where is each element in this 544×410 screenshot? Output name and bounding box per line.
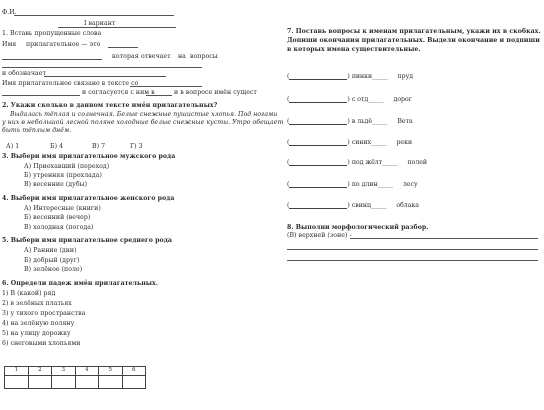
q6-item-1: 1) В (какой) ряд — [2, 290, 56, 297]
q7-row: ( ) свинц_____ облака — [287, 202, 419, 209]
q2-option-b[interactable]: Б) 4 — [50, 143, 64, 150]
q1-title: 1. Вставь пропущенные слова — [2, 30, 102, 37]
q2-text-line-3: быть тёплым днём. — [2, 127, 72, 134]
answer-table-header-row — [5, 367, 146, 376]
q7-row: ( ) с отд_____ дорог — [287, 96, 412, 103]
q7-question-blank[interactable] — [289, 73, 347, 80]
q6-item-6: 6) снеговыми хлопьями — [2, 340, 81, 347]
q7-row: ( ) пинки_____ пруд — [287, 73, 414, 80]
q1-blank-2[interactable] — [2, 59, 102, 60]
q2-text-line-2: у них в небольшой лесной поляне холодные белые снежные кусты. Утро обещает — [2, 119, 284, 126]
q7-question-blank[interactable] — [289, 118, 347, 125]
q4-option-b[interactable]: Б) весенний (вечер) — [24, 214, 91, 221]
q1-blank-4[interactable] — [44, 76, 166, 77]
q7-noun: полей — [407, 159, 428, 166]
q7-row: ( ) синих_____ реки — [287, 139, 413, 146]
q6-item-4: 4) на зелёную поляну — [2, 320, 75, 327]
q7-question-blank[interactable] — [289, 181, 347, 188]
q8-title: 8. Выполни морфологический разбор. — [287, 224, 429, 231]
answer-cell[interactable] — [5, 376, 29, 389]
q1-blank-5[interactable] — [130, 86, 202, 87]
variant-underline — [58, 27, 176, 28]
q1-blank-7[interactable] — [146, 95, 172, 96]
q5-title: 5. Выбери имя прилагательное среднего рода — [2, 237, 172, 244]
answer-table — [4, 366, 146, 389]
q1-def-word-3: которая — [112, 53, 139, 60]
q8-answer-line-1[interactable] — [350, 238, 538, 239]
answer-table-header: 3 — [52, 367, 76, 376]
q7-noun: пруд — [397, 73, 414, 80]
q2-option-c[interactable]: В) 7 — [92, 143, 106, 150]
answer-table-header: 5 — [99, 367, 123, 376]
q2-text-line-1: Выдалась тёплая и солнечная. Белые снежные пушистые хлопья. Под ногами — [10, 111, 278, 118]
answer-cell[interactable] — [75, 376, 99, 389]
q7-question-blank[interactable] — [289, 96, 347, 103]
q5-option-c[interactable]: В) зелёное (поле) — [24, 266, 83, 273]
q1-def-word-4: отвечает — [141, 53, 171, 60]
q7-noun: дорог — [393, 96, 412, 103]
q7-question-blank[interactable] — [289, 159, 347, 166]
q4-option-a[interactable]: А) Интересные (книги) — [24, 205, 101, 212]
q1-def-line5-end: и в вопросе имён сущест — [174, 89, 257, 96]
answer-table-header: 2 — [28, 367, 52, 376]
answer-table-answer-row — [5, 376, 146, 389]
q8-answer-line-3[interactable] — [287, 260, 538, 261]
q7-ending: в льдё_____ — [351, 118, 388, 125]
q1-def-word-1: Имя — [2, 41, 17, 48]
q1-def-word-2: прилагательное — это — [26, 41, 101, 48]
q7-noun: Вета — [397, 118, 413, 125]
q3-title: 3. Выбери имя прилагательное мужского рода — [2, 153, 176, 160]
q7-question-blank[interactable] — [289, 139, 347, 146]
q7-noun: облака — [396, 202, 419, 209]
q3-option-b[interactable]: Б) утренняя (прохлада) — [24, 172, 102, 179]
q1-def-line3: и обозначает — [2, 70, 46, 77]
answer-table-header: 1 — [5, 367, 29, 376]
q7-ending: под жёлт_____ — [351, 159, 398, 166]
q7-ending: с отд_____ — [351, 96, 384, 103]
q7-title-line-2: Допиши окончания прилагательных. Выдели окончание и подпиши — [287, 37, 540, 44]
fio-label: Ф.И. — [2, 9, 17, 16]
q1-blank-6[interactable] — [2, 95, 80, 96]
q8-answer-line-2[interactable] — [287, 249, 538, 250]
q7-ending: синих_____ — [351, 139, 387, 146]
q7-ending: свинц_____ — [351, 202, 387, 209]
variant-label: I вариант — [84, 20, 116, 27]
q5-option-a[interactable]: А) Ранние (дни) — [24, 247, 77, 254]
q1-def-word-6: вопросы — [190, 53, 218, 60]
q7-title-line-3: в которых имена существительные. — [287, 46, 421, 53]
q2-option-a[interactable]: А) 1 — [6, 143, 20, 150]
answer-cell[interactable] — [28, 376, 52, 389]
q6-item-2: 2) в зелёных платьях — [2, 300, 72, 307]
answer-table-header: 4 — [75, 367, 99, 376]
q7-title-line-1: 7. Поставь вопросы к именам прилагательным, укажи их в скобках. — [287, 28, 541, 35]
q7-ending: пинки_____ — [351, 73, 388, 80]
q4-option-c[interactable]: В) холодная (погода) — [24, 224, 94, 231]
q5-option-b[interactable]: Б) добрый (друг) — [24, 257, 80, 264]
q7-row: ( ) в льдё_____ Вета — [287, 118, 413, 125]
q7-question-blank[interactable] — [289, 202, 347, 209]
q1-blank-3[interactable] — [2, 67, 202, 68]
q2-title: 2. Укажи сколько в данном тексте имён прилагательных? — [2, 102, 218, 109]
q7-ending: по длин_____ — [351, 181, 394, 188]
q7-row: ( ) по длин_____ лесу — [287, 181, 418, 188]
q7-row: ( ) под жёлт_____ полей — [287, 159, 428, 166]
fio-line[interactable] — [14, 15, 174, 16]
q6-item-3: 3) у тихого пространства — [2, 310, 86, 317]
answer-cell[interactable] — [122, 376, 146, 389]
q2-option-d[interactable]: Г) 3 — [130, 143, 143, 150]
q7-noun: реки — [396, 139, 413, 146]
q3-option-c[interactable]: В) весенние (дубы) — [24, 181, 88, 188]
q4-title: 4. Выбери имя прилагательное женского рода — [2, 195, 175, 202]
q6-item-5: 5) на улицу дорожку — [2, 330, 71, 337]
q1-def-word-5: на — [178, 53, 186, 60]
q8-phrase: (В) верхней (зоне) - — [287, 232, 352, 239]
answer-cell[interactable] — [52, 376, 76, 389]
answer-cell[interactable] — [99, 376, 123, 389]
answer-table-header: 6 — [122, 367, 146, 376]
q1-def-line4: Имя прилагательное связано в тексте со — [2, 80, 139, 87]
q7-noun: лесу — [402, 181, 418, 188]
q1-def-line5: и согласуется с ним в — [82, 89, 155, 96]
q1-blank-1[interactable] — [108, 47, 138, 48]
q6-title: 6. Определи падеж имён прилагательных. — [2, 280, 158, 287]
q3-option-a[interactable]: А) Приехавший (переход) — [24, 163, 110, 170]
